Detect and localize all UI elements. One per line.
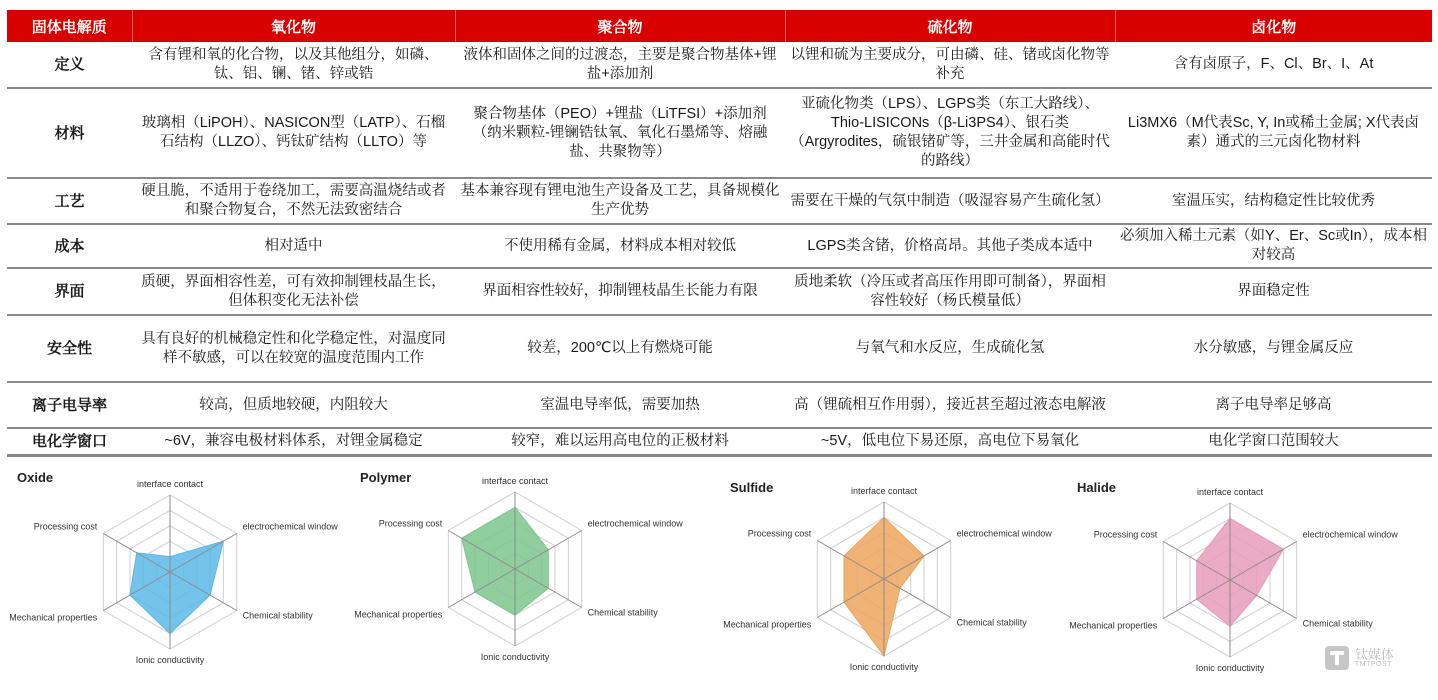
table-cell: 具有良好的机械稳定性和化学稳定性，对温度同样不敏感，可以在较宽的温度范围内工作: [132, 315, 455, 382]
radar-chart-oxide: [0, 458, 355, 700]
radar-axis-label: interface contact: [136, 479, 204, 489]
radar-axis-label: electrochemical window: [587, 518, 683, 529]
watermark-cn: 钛媒体: [1355, 647, 1395, 662]
table-cell: ~6V，兼容电极材料体系，对锂金属稳定: [132, 428, 455, 455]
table-cell: LGPS类含锗，价格高昂。其他子类成本适中: [785, 224, 1115, 268]
table-row: [7, 42, 1432, 88]
radar-axis-label: Mechanical properties: [723, 619, 812, 630]
table-cell: 需要在干燥的气氛中制造（吸湿容易产生硫化氢）: [785, 178, 1115, 224]
table-cell: 液体和固体之间的过渡态，主要是聚合物基体+锂盐+添加剂: [455, 42, 785, 88]
radar-axis-label: Ionic conductivity: [849, 662, 919, 672]
header-cell: 卤化物: [1115, 10, 1432, 42]
table-cell: 必须加入稀土元素（如Y、Er、Sc或In），成本相对较高: [1115, 224, 1432, 268]
table-cell: 室温电导率低，需要加热: [455, 382, 785, 428]
row-label: 成本: [7, 224, 132, 268]
radar-chart-polymer: [350, 458, 710, 700]
radar-axis-label: Mechanical properties: [354, 609, 443, 620]
radar-axis-label: Processing cost: [747, 528, 812, 539]
table-cell: 与氧气和水反应，生成硫化氢: [785, 315, 1115, 382]
table-row: [7, 428, 1432, 455]
table-cell: 较窄，难以运用高电位的正极材料: [455, 428, 785, 455]
table-cell: 玻璃相（LiPOH）、NASICON型（LATP）、石榴石结构（LLZO）、钙钛矿结构（LLTO）等: [132, 88, 455, 178]
table-row: [7, 178, 1432, 224]
radar-title: Polymer: [360, 470, 412, 485]
radar-axis-label: Processing cost: [1093, 529, 1158, 540]
radar-axis-label: Processing cost: [33, 521, 98, 532]
radar-axis-label: Processing cost: [378, 518, 443, 529]
row-label: 安全性: [7, 315, 132, 382]
table-row: [7, 224, 1432, 268]
table-cell: 基本兼容现有锂电池生产设备及工艺，具备规模化生产优势: [455, 178, 785, 224]
row-label: 工艺: [7, 178, 132, 224]
radar-axis-label: interface contact: [850, 486, 918, 496]
table-cell: 质硬，界面相容性差，可有效抑制锂枝晶生长，但体积变化无法补偿: [132, 268, 455, 315]
table-cell: ~5V，低电位下易还原，高电位下易氧化: [785, 428, 1115, 455]
radar-axis-label: Ionic conductivity: [1195, 663, 1265, 673]
header-cell: 硫化物: [785, 10, 1115, 42]
radar-data-area: [462, 507, 549, 615]
radar-charts: [0, 458, 1438, 700]
table-cell: 含有卤原子，F、Cl、Br、I、At: [1115, 42, 1432, 88]
table-cell: 离子电导率足够高: [1115, 382, 1432, 428]
header-cell: 聚合物: [455, 10, 785, 42]
table-cell: 界面稳定性: [1115, 268, 1432, 315]
radar-axis-label: Ionic conductivity: [480, 652, 550, 662]
radar-chart-sulfide: [715, 458, 1065, 700]
table-cell: 较高，但质地较硬，内阻较大: [132, 382, 455, 428]
table-cell: 室温压实，结构稳定性比较优秀: [1115, 178, 1432, 224]
radar-axis-label: Chemical stability: [587, 607, 658, 618]
row-label: 电化学窗口: [7, 428, 132, 455]
table-cell: 亚硫化物类（LPS）、LGPS类（东工大路线）、Thio-LISICONs（β-Li3PS4）、银石类（Argyrodites，硫银锗矿等，三井金属和高能时代的路线）: [785, 88, 1115, 178]
table-cell: 以锂和硫为主要成分，可由磷、硅、锗或卤化物等补充: [785, 42, 1115, 88]
radar-title: Halide: [1077, 480, 1117, 495]
radar-axis-label: Chemical stability: [242, 610, 313, 621]
row-label: 离子电导率: [7, 382, 132, 428]
table-cell: 含有锂和氧的化合物，以及其他组分，如磷、钛、铝、镧、锗、锌或锆: [132, 42, 455, 88]
radar-axis-label: Chemical stability: [956, 617, 1027, 628]
table-row: [7, 382, 1432, 428]
radar-axis-label: electrochemical window: [242, 521, 338, 532]
tmtpost-logo-icon: [1325, 646, 1349, 670]
table-row: [7, 268, 1432, 315]
table-cell: 电化学窗口范围较大: [1115, 428, 1432, 455]
table-cell: 聚合物基体（PEO）+锂盐（LiTFSI）+添加剂（纳米颗粒-锂镧锆钛氧、氧化石墨烯等、熔融盐、共聚物等）: [455, 88, 785, 178]
row-label: 材料: [7, 88, 132, 178]
radar-axis-label: electrochemical window: [1302, 529, 1398, 540]
table-cell: 高（锂硫相互作用弱），接近甚至超过液态电解液: [785, 382, 1115, 428]
table-cell: 质地柔软（冷压或者高压作用即可制备），界面相容性较好（杨氏模量低）: [785, 268, 1115, 315]
table-row: [7, 88, 1432, 178]
tmtpost-watermark: [1325, 646, 1394, 670]
radar-axis-label: Mechanical properties: [9, 612, 98, 623]
table-cell: 不使用稀有金属，材料成本相对较低: [455, 224, 785, 268]
radar-axis-label: Chemical stability: [1302, 618, 1373, 629]
watermark-en: TMTPOST: [1355, 661, 1392, 668]
table-header-row: [7, 10, 1432, 42]
table-cell: 硬且脆，不适用于卷绕加工，需要高温烧结或者和聚合物复合，不然无法致密结合: [132, 178, 455, 224]
table-cell: Li3MX6（M代表Sc, Y, In或稀土金属; X代表卤素）通式的三元卤化物材料: [1115, 88, 1432, 178]
radar-title: Sulfide: [730, 480, 774, 495]
radar-axis-label: electrochemical window: [956, 528, 1052, 539]
table-cell: 较差，200℃以上有燃烧可能: [455, 315, 785, 382]
radar-axis-label: Mechanical properties: [1069, 620, 1158, 631]
header-cell: 固体电解质: [7, 10, 132, 42]
radar-axis-label: interface contact: [1196, 487, 1264, 497]
table-cell: 水分敏感，与锂金属反应: [1115, 315, 1432, 382]
table-cell: 界面相容性较好，抑制锂枝晶生长能力有限: [455, 268, 785, 315]
radar-title: Oxide: [17, 470, 54, 485]
radar-axis-label: interface contact: [481, 476, 549, 486]
table-row: [7, 315, 1432, 382]
radar-data-area: [1197, 518, 1284, 626]
comparison-table: [7, 10, 1432, 457]
radar-axis-label: Ionic conductivity: [135, 655, 205, 665]
row-label: 界面: [7, 268, 132, 315]
table-cell: 相对适中: [132, 224, 455, 268]
row-label: 定义: [7, 42, 132, 88]
header-cell: 氧化物: [132, 10, 455, 42]
